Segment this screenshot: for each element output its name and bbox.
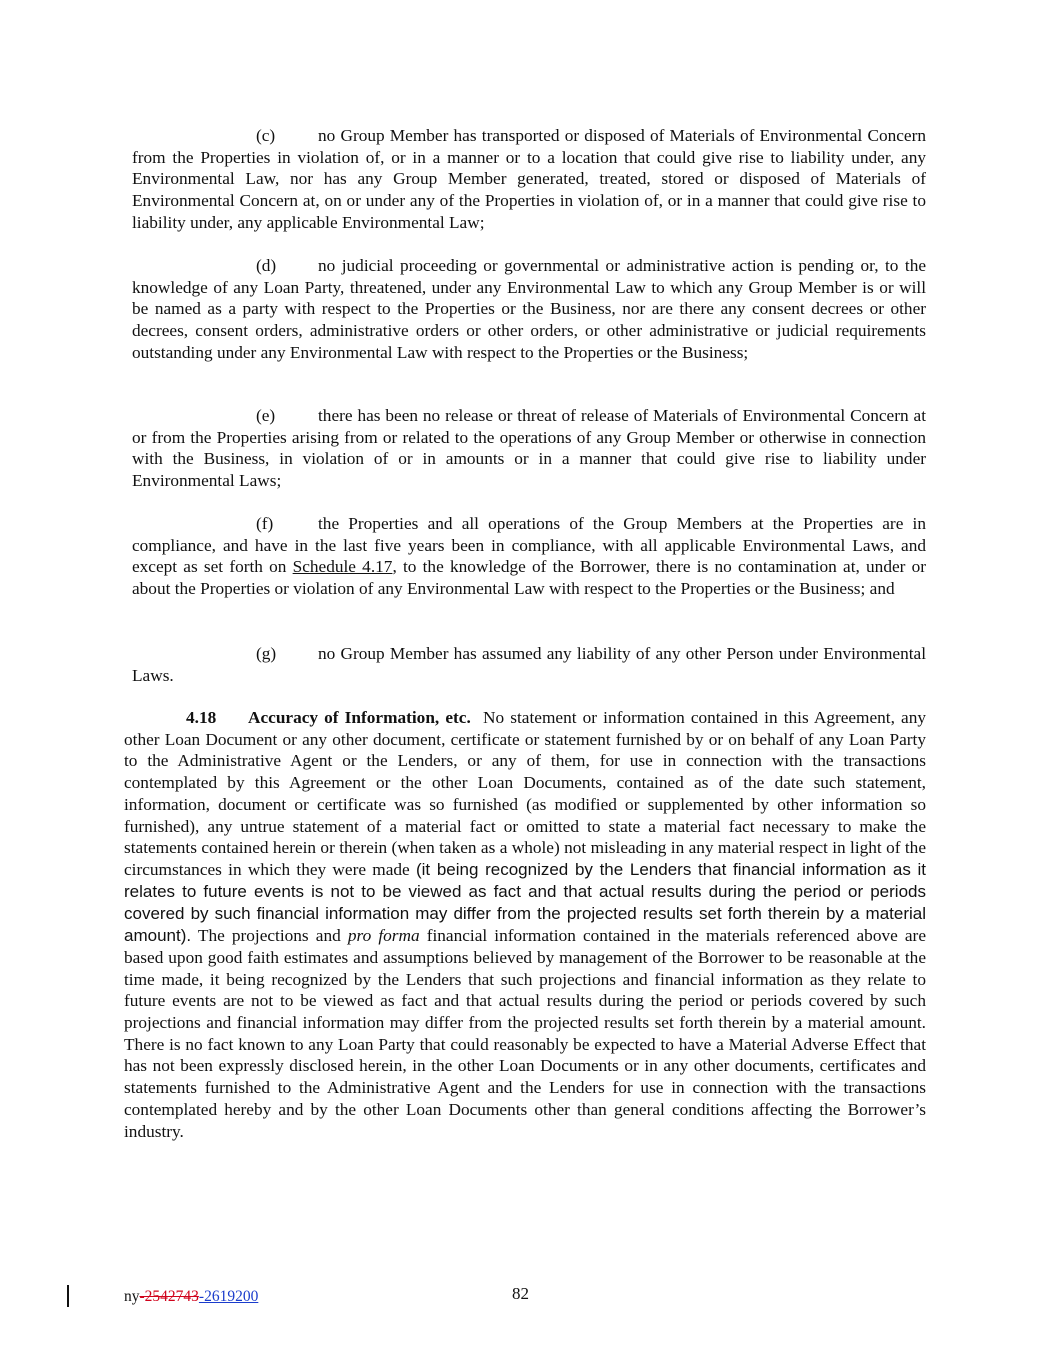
schedule-4-17-link[interactable]: Schedule 4.17 bbox=[292, 557, 393, 577]
section-italic-text: pro forma bbox=[347, 925, 420, 945]
section-4-18 bbox=[124, 707, 926, 1142]
paragraph-e bbox=[132, 405, 926, 492]
section-text-2: The projections and bbox=[191, 925, 348, 945]
paragraph-f bbox=[132, 513, 926, 600]
paragraph-e-text: there has been no release or threat of release of Materials of Environmental Concern at or from the Properties arising from or related to the operations of any Group Member or otherwise in connection with the Business, in violation of or in amounts or in a manner that could give rise to liability under Environmental Laws; bbox=[132, 406, 926, 491]
document-id-deleted: -2542743 bbox=[139, 1288, 199, 1305]
document-id-prefix: ny bbox=[124, 1288, 140, 1305]
paragraph-e-label: (e) bbox=[256, 406, 276, 425]
paragraph-c-text: no Group Member has transported or disposed of Materials of Environmental Concern from the Properties in violation of, or in a manner or to a location that could give rise to liability under, any Environmental Law, nor has any Group Member generated, treated, stored or disposed of Materials of Environmental Concern at, on or under any of the Properties in violation of, or in a manner that could give rise to liability under, any applicable Environmental Law; bbox=[132, 126, 926, 232]
paragraph-f-label: (f) bbox=[256, 514, 274, 533]
paragraph-c-label: (c) bbox=[256, 126, 276, 145]
paragraph-g bbox=[132, 643, 926, 686]
section-inserted-text: (it being recognized by the Lenders that financial information as it relates to future events is not to be viewed as fact and that actual results during the period or periods covered by such financial information may differ from the projected results set forth therein by a material amount). bbox=[124, 859, 927, 945]
section-number: 4.18 bbox=[186, 708, 217, 727]
section-text-3: financial information contained in the materials referenced above are based upon good faith estimates and assumptions believed by management of the Borrower to be reasonable at the time made, it being recognized by the Lenders that such projections and financial information as they relate to future events are not to be viewed as fact and that actual results during the period or periods covered by such projections and financial information may differ from the projected results set forth therein by a material amount. There is no fact known to any Loan Party that could reasonably be expected to have a Material Adverse Effect that has not been expressly disclosed herein, in the other Loan Documents or in any other documents, certificates and statements furnished to the Administrative Agent and the Lenders for use in connection with the transactions contemplated hereby and by the other Loan Documents other than general conditions affecting the Borrower’s industry. bbox=[124, 925, 926, 1141]
page-number: 82 bbox=[512, 1284, 529, 1303]
document-id-inserted: -2619200 bbox=[198, 1288, 259, 1305]
section-text-1: No statement or information contained in this Agreement, any other Loan Document or any other document, certificate or statement furnished by or on behalf of any Loan Party to the Administrative Agent or the Lenders, or any of them, for use in connection with the transactions contemplated by this Agreement or the other Loan Documents, contained as of the date such statement, information, document or certificate was so furnished (as modified or supplemented by other information so furnished), any untrue statement of a material fact or omitted to state a material fact necessary to make the statements contained herein or therein (when taken as a whole) not misleading in any material respect in light of the circumstances in which they were made bbox=[124, 708, 926, 879]
paragraph-d-text: no judicial proceeding or governmental or administrative action is pending or, to the knowledge of any Loan Party, threatened, under any Environmental Law to which any Group Member is or will be named as a party with respect to the Properties or the Business, nor are there any consent decrees or other decrees, consent orders, administrative orders or other orders, or other administrative or judicial requirements outstanding under any Environmental Law with respect to the Properties or the Business; bbox=[132, 256, 926, 362]
paragraph-f-text-before: the Properties and all operations of the Group Members at the Properties are in compliance, and have in the last five years been in compliance, with all applicable Environmental Laws, and except as set forth on bbox=[132, 514, 926, 577]
paragraph-c bbox=[132, 125, 926, 234]
paragraph-g-label: (g) bbox=[256, 644, 277, 663]
paragraph-f-text-after: , to the knowledge of the Borrower, there is no contamination at, under or about the Properties or violation of any Environmental Law with respect to the Properties or the Business; and bbox=[132, 557, 926, 599]
paragraph-d bbox=[132, 255, 926, 364]
paragraph-d-label: (d) bbox=[256, 256, 277, 275]
paragraph-g-text: no Group Member has assumed any liability of any other Person under Environmental Laws. bbox=[132, 644, 926, 685]
change-bar bbox=[67, 1285, 69, 1307]
section-title: Accuracy of Information, etc. bbox=[248, 708, 471, 727]
document-id bbox=[124, 1288, 258, 1306]
